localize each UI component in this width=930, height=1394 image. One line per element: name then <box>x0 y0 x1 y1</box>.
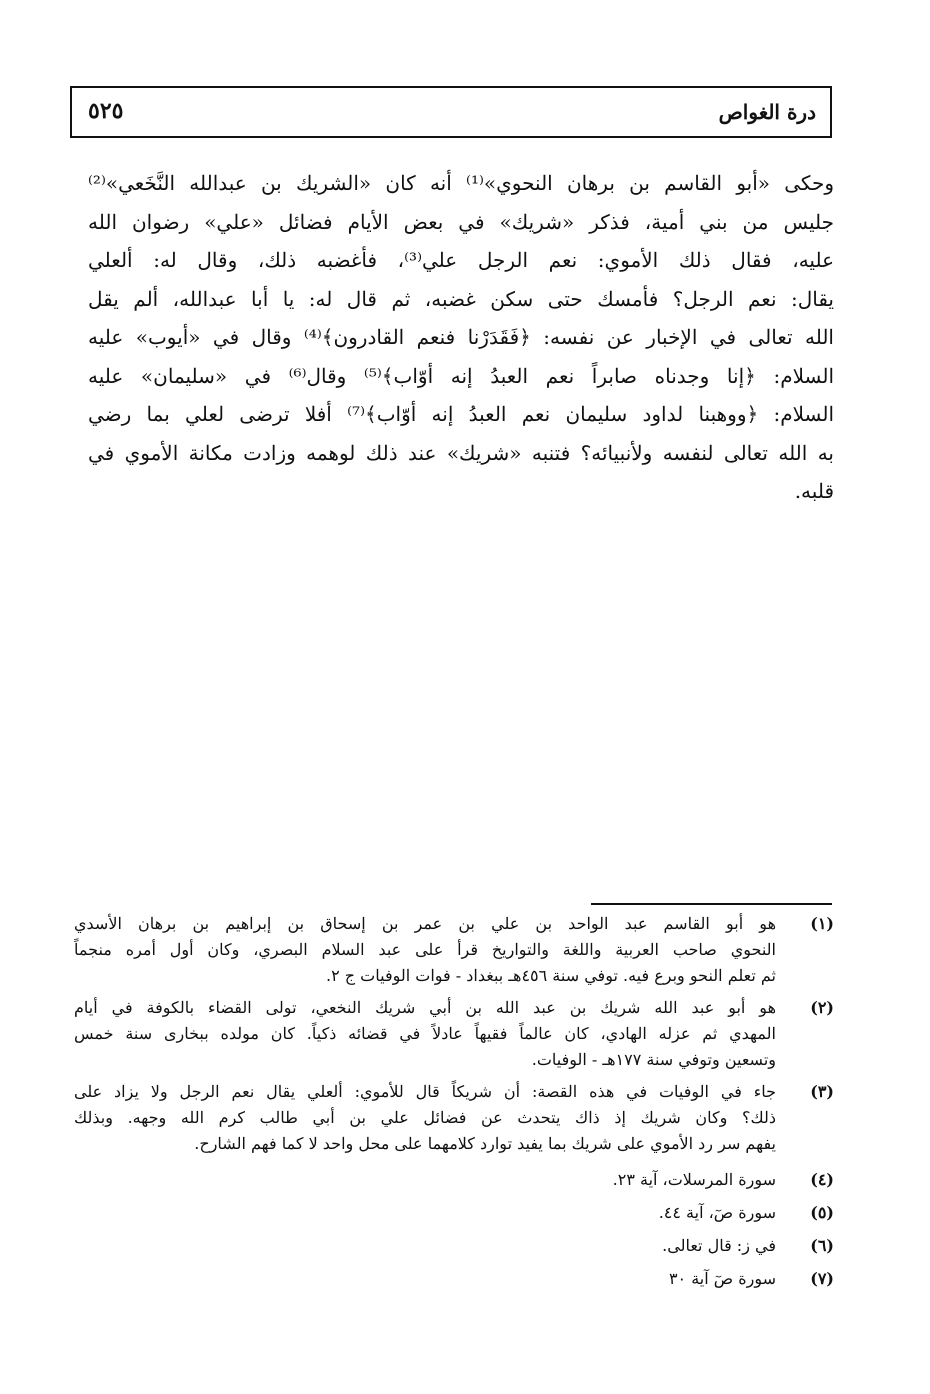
footnote-2 <box>74 995 834 1073</box>
footnote-line: هو أبو القاسم عبد الواحد بن علي بن عمر بن إسحاق بن إبراهيم بن برهان الأسدي <box>74 914 776 933</box>
body-line: السلام: ﴿إنا وجدناه صابراً نعم العبدُ إنه أوّاب﴾⁽⁵⁾ وقال⁽⁶⁾ في «سليمان» عليه <box>88 363 834 388</box>
footnote-separator <box>591 903 832 905</box>
footnote-number: (١) <box>810 914 834 933</box>
footnote-5 <box>74 1196 834 1229</box>
footnotes <box>74 911 834 1295</box>
body-line: السلام: ﴿ووهبنا لداود سليمان نعم العبدُ إنه أوّاب﴾⁽⁷⁾ أفلا ترضى لعلي بما رضي <box>88 402 834 426</box>
footnote-3 <box>74 1079 834 1157</box>
body-line: به الله تعالى لنفسه ولأنبيائه؟ فتنبه «شريك» عند ذلك لوهمه وزادت مكانة الأموي في <box>88 440 834 465</box>
body-line: وحكى «أبو القاسم بن برهان النحوي»⁽¹⁾ أنه كان «الشريك بن عبدالله النَّخَعي»⁽²⁾ <box>88 171 834 195</box>
footnote-line: ذلك؟ وكان شريك إذ ذاك يتحدث عن فضائل علي بن أبي طالب كرم الله وجهه. وبذلك <box>74 1108 776 1127</box>
body-line: يقال: نعم الرجل؟ فأمسك حتى سكن غضبه، ثم قال له: يا أبا عبدالله، ألم يقل <box>88 286 834 311</box>
body-line: عليه، فقال ذلك الأموي: نعم الرجل علي⁽³⁾، فأغضبه ذلك، وقال له: ألعلي <box>88 248 834 272</box>
footnote-line: سورة المرسلات، آية ٢٣. <box>612 1170 776 1189</box>
footnote-line: وتسعين وتوفي سنة ١٧٧هـ - الوفيات. <box>531 1050 776 1069</box>
footnote-number: (٤) <box>810 1170 834 1189</box>
footnote-line: ثم تعلم النحو وبرع فيه. توفي سنة ٤٥٦هـ ببغداد - فوات الوفيات ج ٢. <box>325 966 776 985</box>
body-line: قلبه. <box>794 479 834 503</box>
footnote-7 <box>74 1262 834 1295</box>
footnote-line: هو أبو عبد الله شريك بن عبد الله بن أبي شريك النخعي، تولى القضاء بالكوفة في أيام <box>74 998 776 1017</box>
page-header <box>70 86 832 138</box>
footnote-number: (٣) <box>810 1082 834 1101</box>
footnote-number: (٢) <box>810 998 834 1017</box>
book-title: درة الغواص <box>718 100 816 124</box>
footnote-line: سورة صٓ، آية ٤٤. <box>658 1203 776 1222</box>
main-text <box>88 164 834 511</box>
page-number: ٥٢٥ <box>88 98 124 124</box>
footnote-number: (٥) <box>810 1203 834 1222</box>
footnote-4 <box>74 1163 834 1196</box>
footnote-line: جاء في الوفيات في هذه القصة: أن شريكاً قال للأموي: ألعلي يقال نعم الرجل ولا يزاد على <box>74 1082 776 1101</box>
body-line: الله تعالى في الإخبار عن نفسه: ﴿فَقَدَرْنا فنعم القادرون﴾⁽⁴⁾ وقال في «أيوب» عليه <box>88 325 834 349</box>
footnote-line: سورة صٓ آية ٣٠ <box>668 1269 776 1288</box>
footnote-number: (٦) <box>810 1236 834 1255</box>
body-line: جليس من بني أمية، فذكر «شريك» في بعض الأيام فضائل «علي» رضوان الله <box>88 209 834 234</box>
footnote-1 <box>74 911 834 989</box>
footnote-6 <box>74 1229 834 1262</box>
footnote-line: يفهم سر رد الأموي على شريك بما يفيد توارد كلامهما على محل واحد لا كما فهم الشارح. <box>194 1134 776 1153</box>
footnote-line: النحوي صاحب العربية واللغة والتواريخ قرأ على عبد السلام البصري، وكان أول أمره منجماً <box>74 940 776 959</box>
footnote-line: في ز: قال تعالى. <box>662 1236 776 1255</box>
footnote-line: المهدي ثم عزله الهادي، كان عالماً فقيهاً عادلاً في قضائه ذكياً. كان مولده ببخارى سنة خمس <box>74 1024 776 1043</box>
footnote-number: (٧) <box>810 1269 834 1288</box>
